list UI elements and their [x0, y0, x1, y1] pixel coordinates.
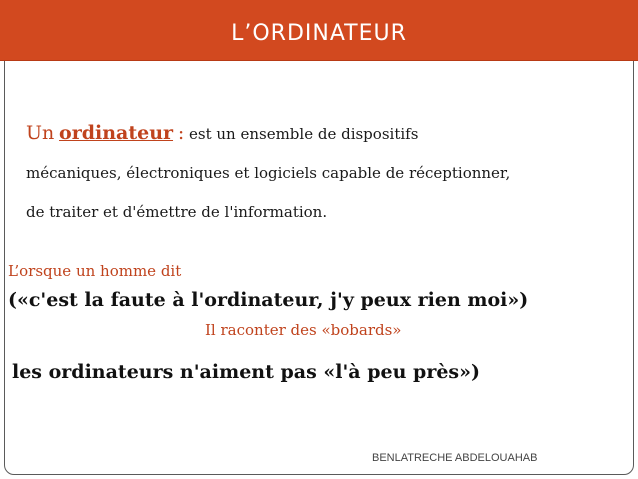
- author-footer: BENLATRECHE ABDELOUAHAB: [372, 452, 538, 464]
- definition-line-2: mécaniques, électroniques et logiciels capable de réceptionner,: [26, 164, 511, 182]
- slide-frame: [4, 4, 634, 475]
- definition-block: [26, 114, 626, 232]
- conclusion-text: les ordinateurs n'aiment pas «l'à peu près»): [12, 361, 480, 383]
- definition-term: ordinateur: [59, 122, 174, 144]
- saying-intro: L’orsque un homme dit: [8, 262, 182, 280]
- saying-note: Il raconter des «bobards»: [205, 321, 402, 339]
- title-bar: [0, 0, 638, 61]
- saying-quote: («c'est la faute à l'ordinateur, j'y peux rien moi»): [8, 289, 529, 311]
- definition-line-1: [26, 114, 626, 154]
- definition-term-prefix: Un: [26, 122, 55, 144]
- slide-title: L’ORDINATEUR: [231, 21, 407, 46]
- definition-line-1-text: est un ensemble de dispositifs: [189, 125, 419, 143]
- definition-separator: :: [177, 122, 185, 144]
- definition-line-3: de traiter et d'émettre de l'information.: [26, 203, 328, 221]
